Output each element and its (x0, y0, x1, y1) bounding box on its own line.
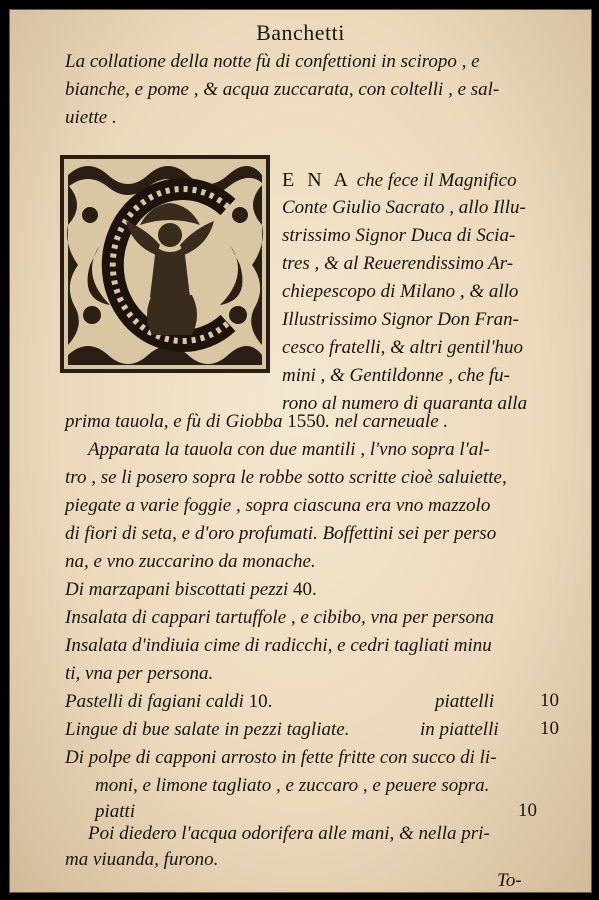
closing-line: ma viuanda, furono. (65, 849, 219, 870)
menu-unit: piattelli (435, 691, 495, 712)
menu-item-insalata: Insalata d'indiuia cime di radicchi, e cedri tagliati minu (65, 635, 492, 656)
menu-quantity: 10 (540, 718, 559, 739)
intro-line: uiette . (65, 107, 117, 128)
cena-line: rono al numero di quaranta alla (282, 393, 528, 414)
cena-line: Conte Giulio Sacrato , allo Illu- (282, 197, 526, 218)
intro-line: La collatione della notte fù di confettioni in sciropo , e (65, 51, 480, 72)
decorated-initial-c (60, 155, 270, 373)
body-line: tro , se li posero sopra le robbe sotto scritte cioè saluiette, (65, 467, 507, 488)
closing-line: Poi diedero l'acqua odorifera alle mani, & nella pri- (88, 823, 490, 844)
cena-line: E N A che fece il Magnifico (282, 169, 517, 191)
menu-quantity: 10 (540, 690, 559, 711)
cena-line: Illustrissimo Signor Don Fran- (282, 309, 519, 330)
catchword: To- (497, 870, 522, 891)
cena-line: mini , & Gentildonne , che fu- (282, 365, 510, 386)
menu-quantity: 10 (518, 800, 537, 821)
book-page (9, 9, 592, 893)
cena-full-line: prima tauola, e fù di Giobba 1550. nel carneuale . (65, 411, 449, 432)
page-title: Banchetti (256, 20, 345, 45)
cena-line: cesco fratelli, & altri gentil'huo (282, 337, 524, 358)
cena-line: chiepescopo di Milano , & allo (282, 281, 519, 302)
cena-line: strissimo Signor Duca di Scia- (282, 225, 516, 246)
body-line: di fiori di seta, e d'oro profumati. Boffettini sei per perso (65, 523, 497, 544)
body-line: Apparata la tauola con due mantili , l'vno sopra l'al- (88, 439, 490, 460)
menu-item-polpe-cont: moni, e limone tagliato , e zuccaro , e peuere sopra. (95, 775, 490, 796)
menu-item-lingue: Lingue di bue salate in pezzi tagliate. (65, 719, 350, 740)
menu-item-polpe: Di polpe di capponi arrosto in fette fritte con succo di li- (65, 747, 497, 768)
menu-unit: piatti (95, 801, 136, 822)
body-line: na, e vno zuccarino da monache. (65, 551, 316, 572)
menu-item-marzapani: Di marzapani biscottati pezzi 40. (65, 579, 317, 600)
menu-item-insalata: Insalata di cappari tartuffole , e cibibo, vna per persona (65, 607, 495, 628)
body-line: piegate a varie foggie , sopra ciascuna era vno mazzolo (65, 495, 491, 516)
menu-item-pastelli: Pastelli di fagiani caldi 10. (65, 691, 273, 712)
cena-line: tres , & al Reuerendissimo Ar- (282, 253, 514, 274)
menu-item-insalata-cont: ti, vna per persona. (65, 663, 214, 684)
intro-line: bianche, e pome , & acqua zuccarata, con coltelli , e sal- (65, 79, 500, 100)
menu-unit: in piattelli (420, 719, 499, 740)
